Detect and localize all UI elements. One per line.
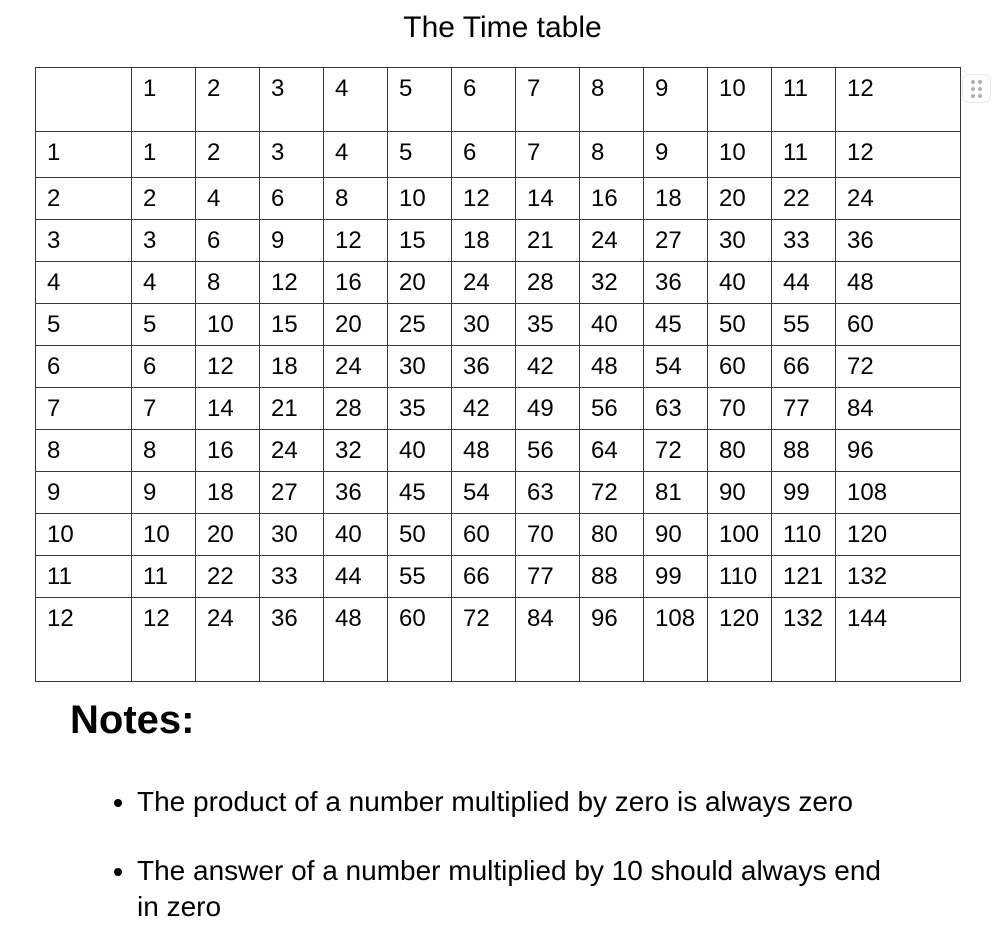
column-header-cell[interactable]: 1 (132, 68, 196, 132)
product-cell[interactable]: 9 (132, 472, 196, 514)
product-cell[interactable]: 84 (836, 388, 961, 430)
product-cell[interactable]: 7 (516, 132, 580, 178)
column-header-cell[interactable]: 11 (772, 68, 836, 132)
product-cell[interactable]: 132 (772, 598, 836, 682)
product-cell[interactable]: 18 (644, 178, 708, 220)
product-cell[interactable]: 8 (196, 262, 260, 304)
product-cell[interactable]: 54 (644, 346, 708, 388)
product-cell[interactable]: 132 (836, 556, 961, 598)
table-row (36, 220, 961, 262)
product-cell[interactable]: 80 (580, 514, 644, 556)
table-area (35, 67, 970, 682)
product-cell[interactable]: 80 (708, 430, 772, 472)
product-cell[interactable]: 56 (516, 430, 580, 472)
product-cell[interactable]: 6 (132, 346, 196, 388)
corner-cell[interactable] (36, 68, 132, 132)
product-cell[interactable]: 36 (452, 346, 516, 388)
product-cell[interactable]: 24 (580, 220, 644, 262)
product-cell[interactable]: 77 (516, 556, 580, 598)
product-cell[interactable]: 18 (196, 472, 260, 514)
product-cell[interactable]: 99 (772, 472, 836, 514)
product-cell[interactable]: 22 (772, 178, 836, 220)
product-cell[interactable]: 32 (324, 430, 388, 472)
note-item: • The product of a number multiplied by zero is always zero (137, 784, 902, 820)
product-cell[interactable]: 42 (516, 346, 580, 388)
product-cell[interactable]: 108 (836, 472, 961, 514)
product-cell[interactable]: 8 (580, 132, 644, 178)
column-header-cell[interactable]: 3 (260, 68, 324, 132)
product-cell[interactable]: 12 (452, 178, 516, 220)
product-cell[interactable]: 20 (324, 304, 388, 346)
product-cell[interactable]: 24 (452, 262, 516, 304)
note-item: • The answer of a number multiplied by 10 should always end in zero (137, 853, 902, 925)
table-row (36, 388, 961, 430)
product-cell[interactable]: 144 (836, 598, 961, 682)
product-cell[interactable]: 20 (388, 262, 452, 304)
product-cell[interactable]: 6 (452, 132, 516, 178)
product-cell[interactable]: 60 (388, 598, 452, 682)
product-cell[interactable]: 21 (260, 388, 324, 430)
table-row (36, 132, 961, 178)
product-cell[interactable]: 48 (324, 598, 388, 682)
product-cell[interactable]: 81 (644, 472, 708, 514)
product-cell[interactable]: 63 (644, 388, 708, 430)
product-cell[interactable]: 40 (388, 430, 452, 472)
product-cell[interactable]: 44 (772, 262, 836, 304)
row-header-cell[interactable]: 3 (36, 220, 132, 262)
product-cell[interactable]: 120 (836, 514, 961, 556)
product-cell[interactable]: 108 (644, 598, 708, 682)
product-cell[interactable]: 63 (516, 472, 580, 514)
product-cell[interactable]: 11 (132, 556, 196, 598)
row-header-cell[interactable]: 5 (36, 304, 132, 346)
product-cell[interactable]: 10 (708, 132, 772, 178)
product-cell[interactable]: 20 (708, 178, 772, 220)
product-cell[interactable]: 45 (644, 304, 708, 346)
product-cell[interactable]: 60 (836, 304, 961, 346)
product-cell[interactable]: 16 (324, 262, 388, 304)
table-drag-handle[interactable] (962, 74, 991, 103)
product-cell[interactable]: 72 (836, 346, 961, 388)
product-cell[interactable]: 9 (644, 132, 708, 178)
product-cell[interactable]: 40 (580, 304, 644, 346)
product-cell[interactable]: 42 (452, 388, 516, 430)
product-cell[interactable]: 11 (772, 132, 836, 178)
column-header-cell[interactable]: 9 (644, 68, 708, 132)
product-cell[interactable]: 72 (644, 430, 708, 472)
product-cell[interactable]: 35 (516, 304, 580, 346)
product-cell[interactable]: 4 (324, 132, 388, 178)
product-cell[interactable]: 110 (708, 556, 772, 598)
product-cell[interactable]: 33 (772, 220, 836, 262)
product-cell[interactable]: 36 (644, 262, 708, 304)
product-cell[interactable]: 72 (452, 598, 516, 682)
product-cell[interactable]: 2 (196, 132, 260, 178)
row-header-cell[interactable]: 7 (36, 388, 132, 430)
product-cell[interactable]: 24 (196, 598, 260, 682)
row-header-cell[interactable]: 1 (36, 132, 132, 178)
product-cell[interactable]: 88 (772, 430, 836, 472)
product-cell[interactable]: 36 (260, 598, 324, 682)
product-cell[interactable]: 64 (580, 430, 644, 472)
product-cell[interactable]: 66 (772, 346, 836, 388)
column-header-cell[interactable]: 12 (836, 68, 961, 132)
product-cell[interactable]: 8 (132, 430, 196, 472)
row-header-cell[interactable]: 2 (36, 178, 132, 220)
row-header-cell[interactable]: 8 (36, 430, 132, 472)
product-cell[interactable]: 49 (516, 388, 580, 430)
product-cell[interactable]: 3 (260, 132, 324, 178)
product-cell[interactable]: 50 (708, 304, 772, 346)
product-cell[interactable]: 3 (132, 220, 196, 262)
table-header-row (36, 68, 961, 132)
product-cell[interactable]: 44 (324, 556, 388, 598)
product-cell[interactable]: 4 (132, 262, 196, 304)
product-cell[interactable]: 72 (580, 472, 644, 514)
product-cell[interactable]: 54 (452, 472, 516, 514)
product-cell[interactable]: 24 (260, 430, 324, 472)
six-dot-grid-icon (971, 80, 982, 98)
product-cell[interactable]: 6 (196, 220, 260, 262)
product-cell[interactable]: 18 (260, 346, 324, 388)
product-cell[interactable]: 60 (452, 514, 516, 556)
product-cell[interactable]: 30 (452, 304, 516, 346)
product-cell[interactable]: 88 (580, 556, 644, 598)
times-table (35, 67, 961, 682)
product-cell[interactable]: 45 (388, 472, 452, 514)
column-header-cell[interactable]: 7 (516, 68, 580, 132)
product-cell[interactable]: 12 (196, 346, 260, 388)
table-body (36, 68, 961, 682)
product-cell[interactable]: 10 (388, 178, 452, 220)
product-cell[interactable]: 36 (836, 220, 961, 262)
product-cell[interactable]: 12 (260, 262, 324, 304)
product-cell[interactable]: 12 (132, 598, 196, 682)
product-cell[interactable]: 24 (324, 346, 388, 388)
product-cell[interactable]: 66 (452, 556, 516, 598)
product-cell[interactable]: 96 (580, 598, 644, 682)
product-cell[interactable]: 9 (260, 220, 324, 262)
product-cell[interactable]: 30 (260, 514, 324, 556)
page-title: The Time table (403, 11, 602, 44)
product-cell[interactable]: 36 (324, 472, 388, 514)
product-cell[interactable]: 120 (708, 598, 772, 682)
product-cell[interactable]: 32 (580, 262, 644, 304)
product-cell[interactable]: 110 (772, 514, 836, 556)
row-header-cell[interactable]: 11 (36, 556, 132, 598)
product-cell[interactable]: 77 (772, 388, 836, 430)
product-cell[interactable]: 28 (324, 388, 388, 430)
product-cell[interactable]: 21 (516, 220, 580, 262)
product-cell[interactable]: 55 (772, 304, 836, 346)
product-cell[interactable]: 96 (836, 430, 961, 472)
product-cell[interactable]: 70 (708, 388, 772, 430)
product-cell[interactable]: 2 (132, 178, 196, 220)
column-header-cell[interactable]: 2 (196, 68, 260, 132)
product-cell[interactable]: 16 (196, 430, 260, 472)
product-cell[interactable]: 90 (644, 514, 708, 556)
product-cell[interactable]: 1 (132, 132, 196, 178)
product-cell[interactable]: 48 (836, 262, 961, 304)
row-header-cell[interactable]: 4 (36, 262, 132, 304)
product-cell[interactable]: 7 (132, 388, 196, 430)
table-row (36, 598, 961, 682)
product-cell[interactable]: 40 (324, 514, 388, 556)
product-cell[interactable]: 27 (644, 220, 708, 262)
row-header-cell[interactable]: 12 (36, 598, 132, 682)
product-cell[interactable]: 18 (452, 220, 516, 262)
product-cell[interactable]: 100 (708, 514, 772, 556)
product-cell[interactable]: 33 (260, 556, 324, 598)
product-cell[interactable]: 8 (324, 178, 388, 220)
product-cell[interactable]: 25 (388, 304, 452, 346)
product-cell[interactable]: 84 (516, 598, 580, 682)
column-header-cell[interactable]: 4 (324, 68, 388, 132)
product-cell[interactable]: 30 (388, 346, 452, 388)
table-row (36, 262, 961, 304)
table-row (36, 514, 961, 556)
product-cell[interactable]: 15 (260, 304, 324, 346)
notes-section (35, 696, 970, 925)
column-header-cell[interactable]: 6 (452, 68, 516, 132)
product-cell[interactable]: 14 (196, 388, 260, 430)
table-row (36, 430, 961, 472)
product-cell[interactable]: 12 (836, 132, 961, 178)
product-cell[interactable]: 16 (580, 178, 644, 220)
product-cell[interactable]: 20 (196, 514, 260, 556)
product-cell[interactable]: 14 (516, 178, 580, 220)
product-cell[interactable]: 70 (516, 514, 580, 556)
product-cell[interactable]: 15 (388, 220, 452, 262)
product-cell[interactable]: 48 (452, 430, 516, 472)
product-cell[interactable]: 5 (132, 304, 196, 346)
product-cell[interactable]: 5 (388, 132, 452, 178)
product-cell[interactable]: 50 (388, 514, 452, 556)
product-cell[interactable]: 6 (260, 178, 324, 220)
product-cell[interactable]: 4 (196, 178, 260, 220)
row-header-cell[interactable]: 10 (36, 514, 132, 556)
product-cell[interactable]: 40 (708, 262, 772, 304)
product-cell[interactable]: 99 (644, 556, 708, 598)
product-cell[interactable]: 35 (388, 388, 452, 430)
product-cell[interactable]: 48 (580, 346, 644, 388)
product-cell[interactable]: 55 (388, 556, 452, 598)
product-cell[interactable]: 56 (580, 388, 644, 430)
table-row (36, 556, 961, 598)
notes-list (35, 784, 902, 925)
table-row (36, 346, 961, 388)
product-cell[interactable]: 10 (132, 514, 196, 556)
product-cell[interactable]: 30 (708, 220, 772, 262)
product-cell[interactable]: 121 (772, 556, 836, 598)
row-header-cell[interactable]: 9 (36, 472, 132, 514)
product-cell[interactable]: 24 (836, 178, 961, 220)
product-cell[interactable]: 60 (708, 346, 772, 388)
column-header-cell[interactable]: 5 (388, 68, 452, 132)
product-cell[interactable]: 28 (516, 262, 580, 304)
table-row (36, 472, 961, 514)
product-cell[interactable]: 27 (260, 472, 324, 514)
table-row (36, 304, 961, 346)
table-row (36, 178, 961, 220)
row-header-cell[interactable]: 6 (36, 346, 132, 388)
notes-heading: Notes: (70, 698, 195, 742)
product-cell[interactable]: 10 (196, 304, 260, 346)
product-cell[interactable]: 90 (708, 472, 772, 514)
product-cell[interactable]: 22 (196, 556, 260, 598)
product-cell[interactable]: 12 (324, 220, 388, 262)
column-header-cell[interactable]: 10 (708, 68, 772, 132)
column-header-cell[interactable]: 8 (580, 68, 644, 132)
